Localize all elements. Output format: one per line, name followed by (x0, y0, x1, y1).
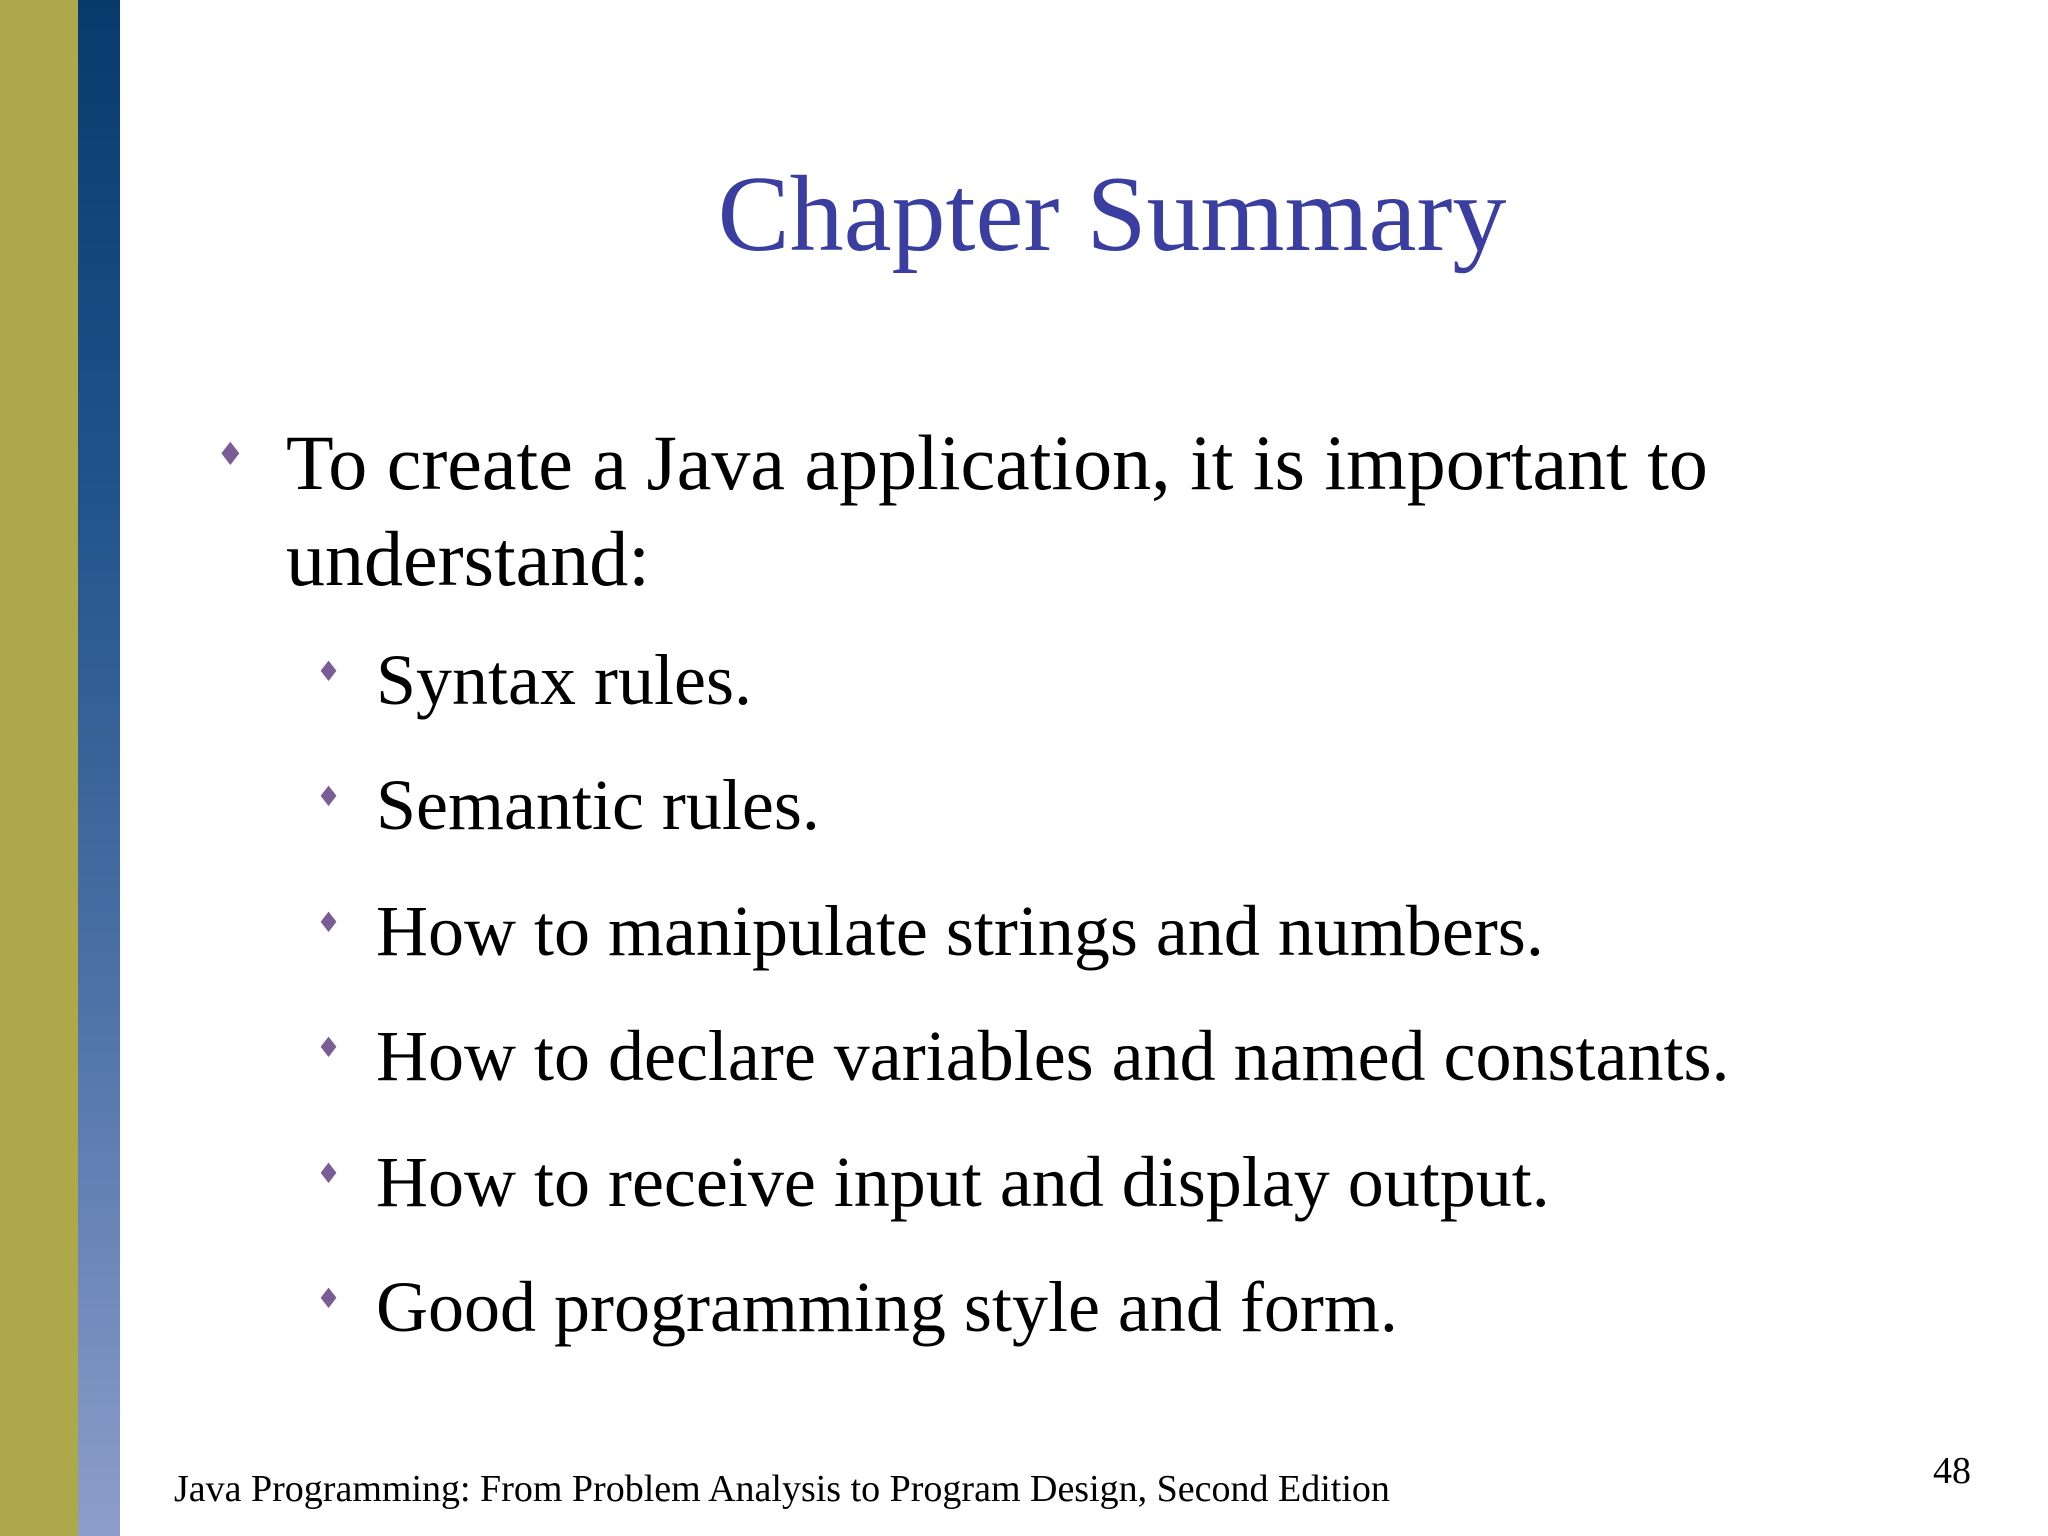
diamond-bullet-icon: ♦ (316, 1031, 342, 1064)
slide-title-text: Chapter Summary (717, 155, 1507, 274)
sub-bullet-style-form: Good programming style and form. (376, 1267, 1398, 1347)
diamond-bullet-icon: ♦ (216, 435, 245, 473)
diamond-bullet-icon: ♦ (316, 655, 342, 688)
diamond-bullet-icon: ♦ (316, 1282, 342, 1315)
blue-gradient-side-stripe (78, 0, 120, 1536)
slide-title (120, 150, 2048, 280)
sub-bullet-strings-numbers: How to manipulate strings and numbers. (376, 891, 1544, 971)
sub-bullet-variables-constants: How to declare variables and named constants. (376, 1016, 1730, 1096)
diamond-bullet-icon: ♦ (316, 780, 342, 813)
olive-side-stripe (0, 0, 78, 1536)
sub-bullet-input-output: How to receive input and display output. (376, 1142, 1550, 1222)
slide-footer: Java Programming: From Problem Analysis to Program Design, Second Edition (174, 1468, 1390, 1510)
sub-bullet-semantic: Semantic rules. (376, 765, 820, 845)
sub-bullet-syntax: Syntax rules. (376, 640, 752, 720)
diamond-bullet-icon: ♦ (316, 1157, 342, 1190)
diamond-bullet-icon: ♦ (316, 906, 342, 939)
main-bullet-text: To create a Java application, it is important to understand: (286, 419, 1708, 602)
page-number: 48 (1933, 1450, 1971, 1492)
